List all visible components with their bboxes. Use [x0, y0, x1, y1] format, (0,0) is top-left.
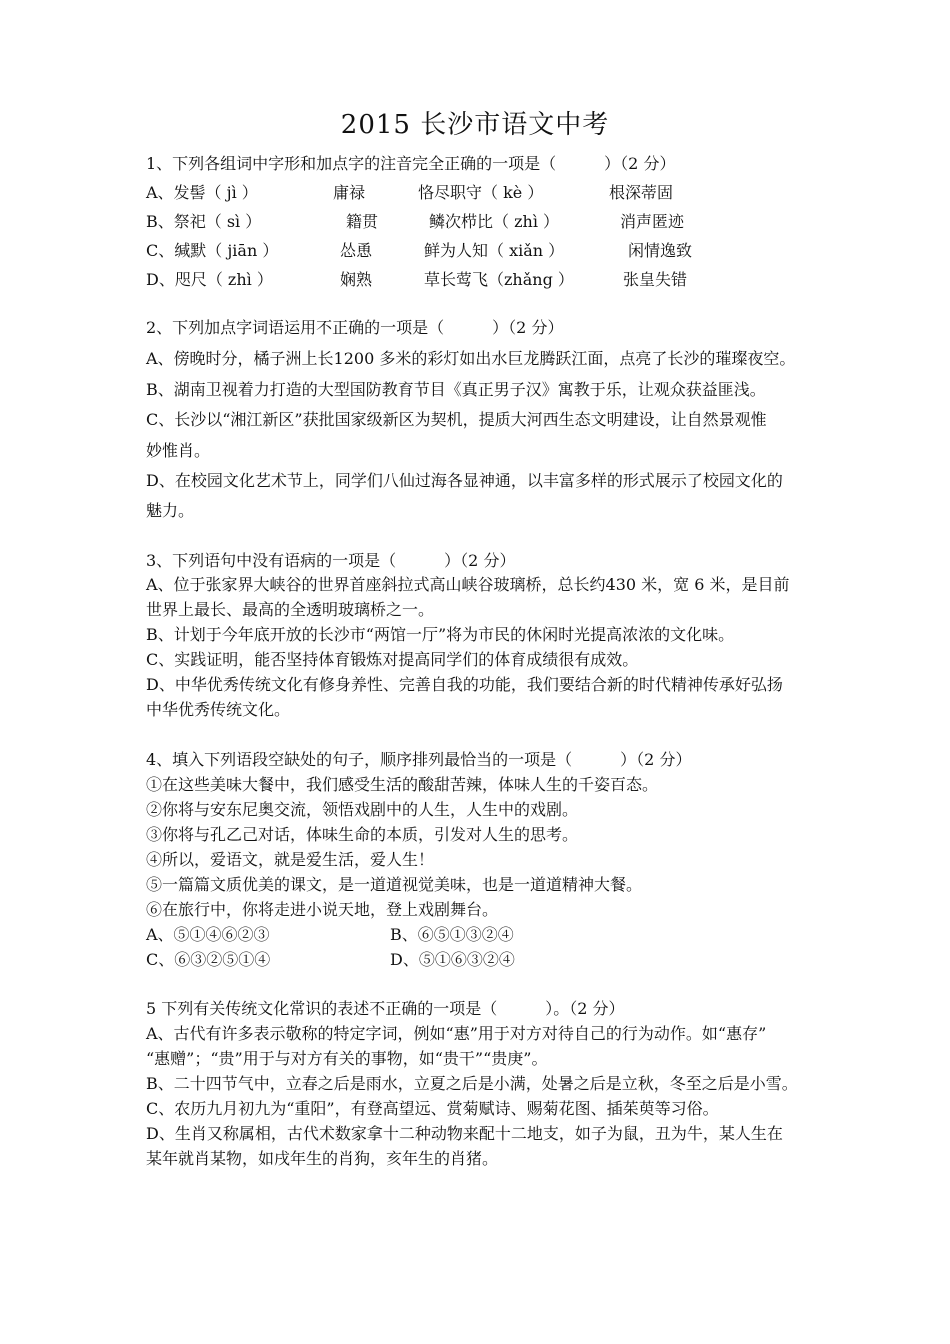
q4-sentence: ①在这些美味大餐中，我们感受生活的酸甜苦辣，体味人生的千姿百态。 — [146, 775, 659, 794]
q4-option-c: C、⑥③②⑤①④ — [146, 950, 271, 969]
q1-option-b-word2: 籍贯 — [346, 212, 379, 231]
q4-option-d: D、⑤①⑥③②④ — [390, 950, 515, 969]
q4-sentence: ⑤一篇篇文质优美的课文，是一道道视觉美味，也是一道道精神大餐。 — [146, 875, 643, 894]
q1-stem: 1、下列各组词中字形和加点字的注音完全正确的一项是（ ）（2 分） — [146, 154, 676, 173]
q2-stem: 2、下列加点字词语运用不正确的一项是（ ）（2 分） — [146, 318, 564, 337]
q1-option-c-word1: C、缄默（ jiān ） — [146, 241, 279, 260]
q3-stem: 3、下列语句中没有语病的一项是（ ）（2 分） — [146, 551, 516, 570]
q4-sentence: ④所以，爱语文，就是爱生活，爱人生！ — [146, 850, 435, 869]
q1-option-a-word2: 庸禄 — [333, 183, 366, 202]
q4-sentence: ②你将与安东尼奥交流，领悟戏剧中的人生，人生中的戏剧。 — [146, 800, 579, 819]
q1-option-c-word2: 怂恿 — [340, 241, 373, 260]
q2-line: C、长沙以“湘江新区”获批国家级新区为契机，提质大河西生态文明建设，让自然景观惟 — [146, 410, 767, 429]
q3-line: 世界上最长、最高的全透明玻璃桥之一。 — [146, 600, 435, 619]
q2-line: D、在校园文化艺术节上，同学们八仙过海各显神通，以丰富多样的形式展示了校园文化的 — [146, 471, 783, 490]
q1-option-b-word3: 鳞次栉比（ zhì ） — [429, 212, 560, 231]
q2-line: 妙惟肖。 — [146, 441, 211, 460]
q3-line: A、位于张家界大峡谷的世界首座斜拉式高山峡谷玻璃桥，总长约430 米，宽 6 米，是目前 — [146, 575, 790, 594]
q5-stem: 5 下列有关传统文化常识的表述不正确的一项是（ ）。（2 分） — [146, 999, 625, 1018]
q4-option-a: A、⑤①④⑥②③ — [146, 925, 270, 944]
q1-option-a-word4: 根深蒂固 — [609, 183, 674, 202]
q1-option-d-word4: 张皇失错 — [623, 270, 688, 289]
q1-option-a-word1: A、发髻（ jì ） — [146, 183, 258, 202]
q2-line: B、湖南卫视着力打造的大型国防教育节目《真正男子汉》寓教于乐，让观众获益匪浅。 — [146, 380, 766, 399]
q1-option-c-word3: 鲜为人知（ xiǎn ） — [424, 241, 565, 260]
q2-line: A、傍晚时分，橘子洲上长1200 多米的彩灯如出水巨龙腾跃江面，点亮了长沙的璀璨夜空。 — [146, 349, 796, 368]
q5-line: C、农历九月初九为“重阳”，有登高望远、赏菊赋诗、赐菊花图、插茱萸等习俗。 — [146, 1099, 719, 1118]
q1-option-d-word2: 娴熟 — [340, 270, 373, 289]
q3-line: D、中华优秀传统文化有修身养性、完善自我的功能，我们要结合新的时代精神传承好弘扬 — [146, 675, 783, 694]
q4-sentence: ⑥在旅行中，你将走进小说天地，登上戏剧舞台。 — [146, 900, 499, 919]
q5-line: D、生肖又称属相，古代术数家拿十二种动物来配十二地支，如子为鼠，丑为牛，某人生在 — [146, 1124, 783, 1143]
q1-option-d-word3: 草长莺飞（zhǎng ） — [424, 270, 574, 289]
q1-option-b-word1: B、祭祀（ sì ） — [146, 212, 262, 231]
q4-sentence: ③你将与孔乙己对话，体味生命的本质，引发对人生的思考。 — [146, 825, 579, 844]
q2-line: 魅力。 — [146, 501, 195, 520]
q1-option-d-word1: D、咫尺（ zhì ） — [146, 270, 273, 289]
q5-line: A、古代有许多表示敬称的特定字词，例如“惠”用于对方对待自己的行为动作。如“惠存” — [146, 1024, 767, 1043]
q1-option-a-word3: 恪尽职守（ kè ） — [418, 183, 544, 202]
q5-line: “惠赠”；“贵”用于与对方有关的事物，如“贵干”“贵庚”。 — [146, 1049, 548, 1068]
q3-line: C、实践证明，能否坚持体育锻炼对提高同学们的体育成绩很有成效。 — [146, 650, 639, 669]
q5-line: 某年就肖某物，如戌年生的肖狗，亥年生的肖猪。 — [146, 1149, 499, 1168]
q5-line: B、二十四节气中，立春之后是雨水，立夏之后是小满，处暑之后是立秋，冬至之后是小雪。 — [146, 1074, 798, 1093]
q1-option-b-word4: 消声匿迹 — [620, 212, 685, 231]
q3-line: B、计划于今年底开放的长沙市“两馆一厅”将为市民的休闲时光提高浓浓的文化味。 — [146, 625, 735, 644]
q4-stem: 4、填入下列语段空缺处的句子，顺序排列最恰当的一项是（ ）（2 分） — [146, 750, 692, 769]
q3-line: 中华优秀传统文化。 — [146, 700, 291, 719]
q1-option-c-word4: 闲情逸致 — [628, 241, 693, 260]
q4-option-b: B、⑥⑤①③②④ — [390, 925, 514, 944]
document-title: 2015 长沙市语文中考 — [340, 110, 610, 140]
